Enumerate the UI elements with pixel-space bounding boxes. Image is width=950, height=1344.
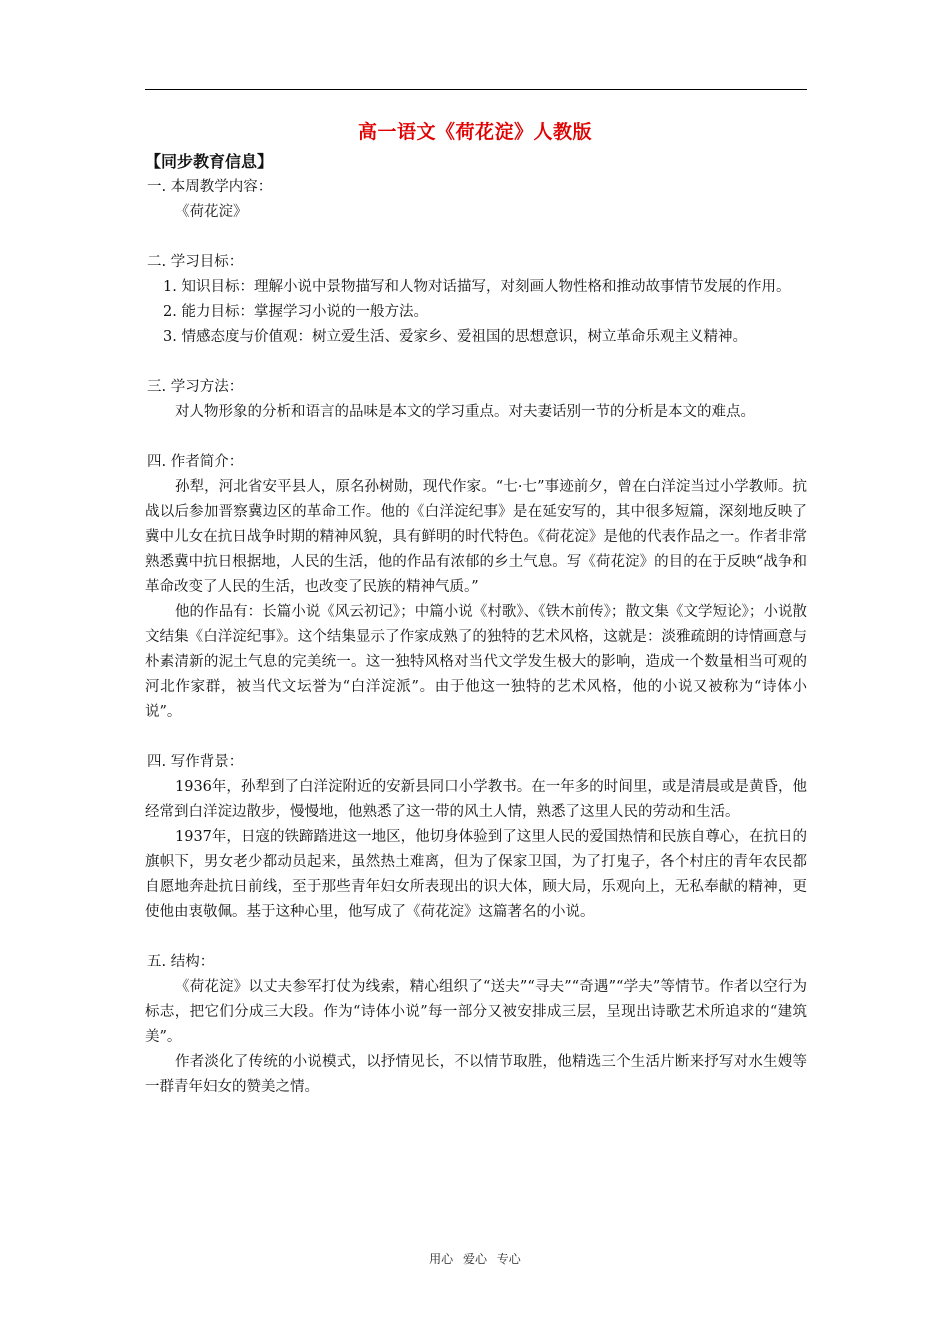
header-rule <box>145 89 807 90</box>
section-heading: 五. 结构： <box>147 954 215 970</box>
paragraph: 他的作品有：长篇小说《风云初记》；中篇小说《村歌》、《铁木前传》；散文集《文学短论》；小说散文结集《白洋淀纪事》。这个结集显示了作家成熟了的独特的艺术风格，这就是：淡雅疏朗的诗情画意与朴素清新的泥土气息的完美统一。这一独特风格对当代文学发生极大的影响，造成一个数量相当可观的河北作家群，被当代文坛誉为“白洋淀派”。由于他这一独特的艺术风格，他的小说又被称为“诗体小说”。 <box>145 604 807 720</box>
section-heading: 四. 作者简介： <box>147 454 244 470</box>
document-title: 高一语文《荷花淀》人教版 <box>357 121 592 143</box>
section-heading: 三. 学习方法： <box>147 379 244 395</box>
goal-item: 1. 知识目标：理解小说中景物描写和人物对话描写，对刻画人物性格和推动故事情节发展的作用。 <box>163 279 791 295</box>
paragraph: 孙犁，河北省安平县人，原名孙树勋，现代作家。“七·七”事迹前夕，曾在白洋淀当过小学教师。抗战以后参加晋察冀边区的革命工作。他的《白洋淀纪事》是在延安写的，其中很多短篇，深刻地反映了冀中儿女在抗日战争时期的精神风貌，具有鲜明的时代特色。《荷花淀》是他的代表作品之一。作者非常熟悉冀中抗日根据地，人民的生活，他的作品有浓郁的乡土气息。写《荷花淀》的目的在于反映“战争和革命改变了人民的生活，也改变了民族的精神气质。” <box>145 479 807 595</box>
section-tag: 【同步教育信息】 <box>145 152 274 171</box>
paragraph: 《荷花淀》以丈夫参军打仗为线索，精心组织了“送夫”“寻夫”“奇遇”“学夫”等情节。作者以空行为标志，把它们分成三大段。作为“诗体小说”每一部分又被安排成三层，呈现出诗歌艺术所追求的“建筑美”。 <box>145 979 807 1045</box>
page-footer: 用心 爱心 专心 <box>429 1252 521 1266</box>
document-body <box>145 175 807 1100</box>
paragraph: 1936年，孙犁到了白洋淀附近的安新县同口小学教书。在一年多的时间里，或是清晨或是黄昏，他经常到白洋淀边散步，慢慢地，他熟悉了这一带的风土人情，熟悉了这里人民的劳动和生活。 <box>145 779 807 820</box>
goal-item: 2. 能力目标：掌握学习小说的一般方法。 <box>163 304 428 320</box>
paragraph: 1937年，日寇的铁蹄踏进这一地区，他切身体验到了这里人民的爱国热情和民族自尊心，在抗日的旗帜下，男女老少都动员起来，虽然热土难离，但为了保家卫国，为了打鬼子，各个村庄的青年农民都自愿地奔赴抗日前线，至于那些青年妇女所表现出的识大体，顾大局，乐观向上，无私奉献的精神，更使他由衷敬佩。基于这种心里，他写成了《荷花淀》这篇著名的小说。 <box>145 829 807 920</box>
section-heading: 二. 学习目标： <box>147 254 244 270</box>
teaching-content: 《荷花淀》 <box>175 204 248 220</box>
paragraph: 作者淡化了传统的小说模式，以抒情见长，不以情节取胜，他精选三个生活片断来抒写对水生嫂等一群青年妇女的赞美之情。 <box>145 1054 807 1095</box>
section-heading: 一. 本周教学内容： <box>147 179 273 195</box>
paragraph: 对人物形象的分析和语言的品味是本文的学习重点。对夫妻话别一节的分析是本文的难点。 <box>175 404 755 420</box>
goal-item: 3. 情感态度与价值观：树立爱生活、爱家乡、爱祖国的思想意识，树立革命乐观主义精神。 <box>163 329 747 345</box>
section-heading: 四. 写作背景： <box>147 754 244 770</box>
